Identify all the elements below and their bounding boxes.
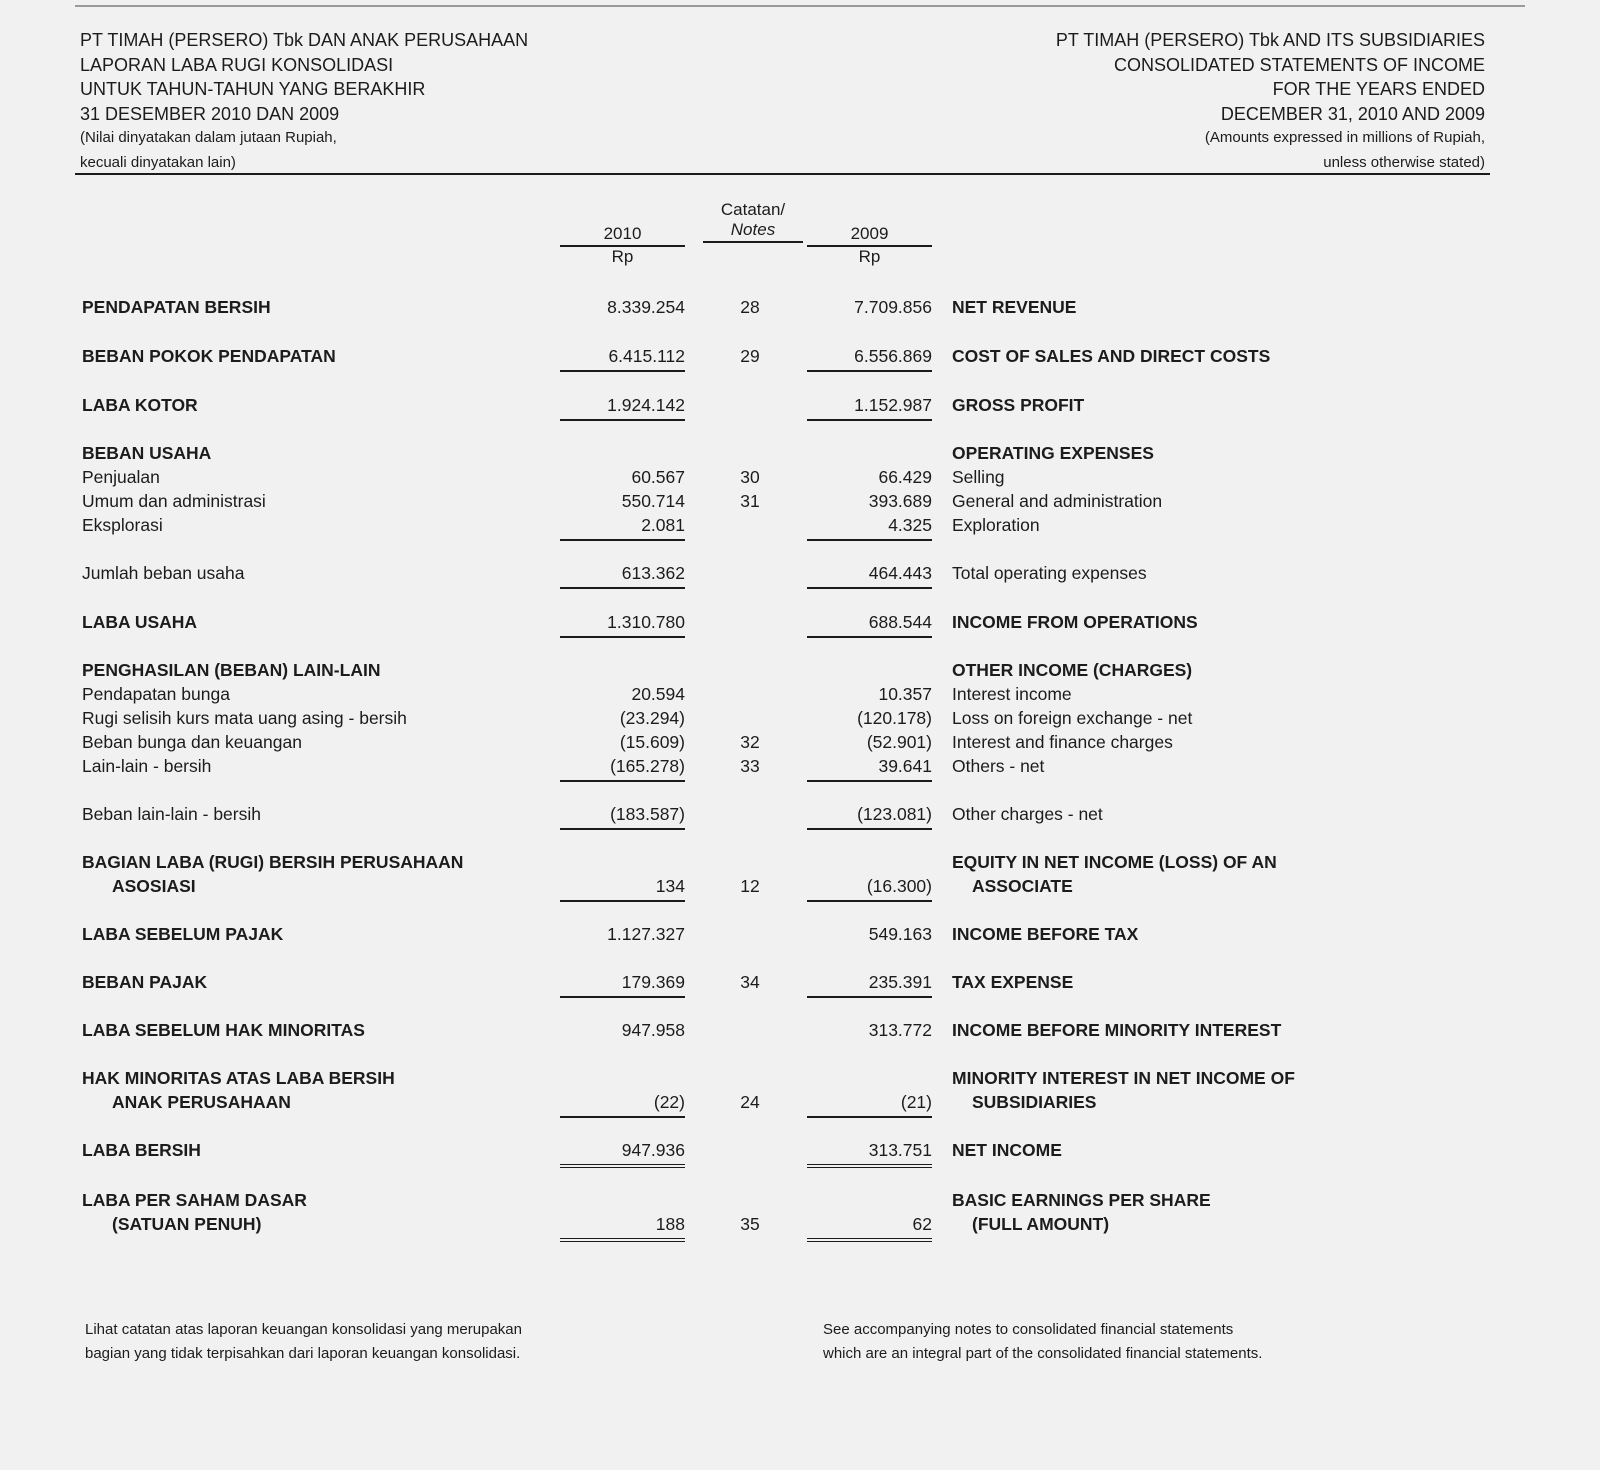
subtotal-rule xyxy=(560,636,685,638)
label-en: Exploration xyxy=(952,515,1040,535)
label-en: NET REVENUE xyxy=(952,297,1077,317)
amount-note-id-1: (Nilai dinyatakan dalam jutaan Rupiah, xyxy=(80,129,337,146)
currency-2009-label: Rp xyxy=(858,247,881,266)
subtotal-rule xyxy=(560,539,685,541)
report-title-id: LAPORAN LABA RUGI KONSOLIDASI xyxy=(80,54,394,75)
top-border-line xyxy=(75,5,1525,7)
subtotal-rule xyxy=(807,780,932,782)
value-2010: 613.362 xyxy=(621,563,685,583)
column-header-2010 xyxy=(560,224,685,267)
value-2009: (52.901) xyxy=(866,732,932,752)
subtotal-rule xyxy=(807,419,932,421)
label-id: Lain-lain - bersih xyxy=(82,756,212,776)
value-2009: 393.689 xyxy=(868,491,932,511)
subtotal-rule xyxy=(560,900,685,902)
label-id: Pendapatan bunga xyxy=(82,684,230,704)
value-2010: (23.294) xyxy=(619,708,685,728)
label-id: LABA USAHA xyxy=(82,612,198,632)
value-2010: 60.567 xyxy=(631,467,685,487)
subtotal-rule xyxy=(807,587,932,589)
label-en: COST OF SALES AND DIRECT COSTS xyxy=(952,346,1271,366)
label-en: General and administration xyxy=(952,491,1163,511)
footer-en-line2: which are an integral part of the consolidated financial statements. xyxy=(823,1345,1263,1362)
value-2010: (165.278) xyxy=(610,756,685,776)
label-en: NET INCOME xyxy=(952,1140,1062,1160)
subtotal-rule xyxy=(560,1116,685,1118)
subtotal-rule xyxy=(560,419,685,421)
footer-en-line1: See accompanying notes to consolidated financial statements xyxy=(823,1321,1234,1338)
subtotal-rule xyxy=(807,1116,932,1118)
label-id: BEBAN USAHA xyxy=(82,443,212,463)
label-id: LABA KOTOR xyxy=(82,395,198,415)
label-id-line2: (SATUAN PENUH) xyxy=(112,1214,262,1234)
value-2010: 179.369 xyxy=(621,972,685,992)
value-2009: 235.391 xyxy=(868,972,932,992)
amount-note-en-1: (Amounts expressed in millions of Rupiah, xyxy=(1204,129,1485,146)
value-2010: 6.415.112 xyxy=(608,346,685,366)
value-2009: 688.544 xyxy=(868,612,932,632)
label-id: BAGIAN LABA (RUGI) BERSIH PERUSAHAAN xyxy=(82,852,464,872)
value-2009: (123.081) xyxy=(857,804,932,824)
footer-id-line2: bagian yang tidak terpisahkan dari laporan keuangan konsolidasi. xyxy=(85,1345,521,1362)
column-header-notes xyxy=(703,200,803,243)
value-2010: 134 xyxy=(655,876,685,896)
report-title-en: CONSOLIDATED STATEMENTS OF INCOME xyxy=(1113,54,1485,75)
subtotal-rule xyxy=(807,900,932,902)
label-id: LABA PER SAHAM DASAR xyxy=(82,1190,307,1210)
note-ref: 34 xyxy=(740,972,760,992)
period-line-id: UNTUK TAHUN-TAHUN YANG BERAKHIR xyxy=(80,79,426,99)
label-en: GROSS PROFIT xyxy=(952,395,1085,415)
company-name-id: PT TIMAH (PERSERO) Tbk DAN ANAK PERUSAHAAN xyxy=(80,30,529,50)
note-ref: 31 xyxy=(740,491,760,511)
subtotal-rule xyxy=(560,587,685,589)
total-double-rule xyxy=(807,1164,932,1168)
value-2010: (15.609) xyxy=(619,732,685,752)
label-en: INCOME FROM OPERATIONS xyxy=(952,612,1198,632)
amount-note-en-2: unless otherwise stated) xyxy=(1323,153,1485,171)
label-en: OPERATING EXPENSES xyxy=(952,443,1154,463)
subtotal-rule xyxy=(807,539,932,541)
label-en: TAX EXPENSE xyxy=(952,972,1074,992)
value-2009: 549.163 xyxy=(868,924,932,944)
label-id: HAK MINORITAS ATAS LABA BERSIH xyxy=(82,1068,395,1088)
value-2010: 188 xyxy=(655,1214,685,1234)
value-2010: 1.310.780 xyxy=(607,612,685,632)
label-id: Beban lain-lain - bersih xyxy=(82,804,261,824)
label-en: MINORITY INTEREST IN NET INCOME OF xyxy=(952,1068,1295,1088)
label-id: Jumlah beban usaha xyxy=(82,563,245,583)
value-2010: 1.127.327 xyxy=(607,924,685,944)
note-ref: 29 xyxy=(740,346,760,366)
column-header-2009 xyxy=(807,224,932,267)
period-line-en: FOR THE YEARS ENDED xyxy=(1272,79,1485,99)
label-id: PENDAPATAN BERSIH xyxy=(82,297,271,317)
value-2010: 550.714 xyxy=(621,491,685,511)
label-id: LABA BERSIH xyxy=(82,1140,201,1160)
date-line-id: 31 DESEMBER 2010 DAN 2009 xyxy=(80,103,340,124)
subtotal-rule xyxy=(807,996,932,998)
subtotal-rule xyxy=(807,828,932,830)
footer-note-id xyxy=(85,1318,522,1366)
label-en: Interest income xyxy=(952,684,1072,704)
total-double-rule xyxy=(807,1238,932,1242)
value-2009: 313.772 xyxy=(868,1020,932,1040)
label-id: LABA SEBELUM HAK MINORITAS xyxy=(82,1020,365,1040)
value-2009: (21) xyxy=(900,1092,932,1112)
value-2009: (120.178) xyxy=(857,708,932,728)
total-double-rule xyxy=(560,1238,685,1242)
label-en-line2: SUBSIDIARIES xyxy=(972,1092,1097,1112)
footer-id-line1: Lihat catatan atas laporan keuangan konsolidasi yang merupakan xyxy=(85,1321,522,1338)
amount-note-id-2: kecuali dinyatakan lain) xyxy=(80,153,236,171)
subtotal-rule xyxy=(807,370,932,372)
value-2010: 8.339.254 xyxy=(607,297,685,317)
total-double-rule xyxy=(560,1164,685,1168)
year-2009-label: 2009 xyxy=(807,224,932,247)
label-en: BASIC EARNINGS PER SHARE xyxy=(952,1190,1211,1210)
note-ref: 35 xyxy=(740,1214,760,1234)
label-id-line2: ASOSIASI xyxy=(112,876,196,896)
subtotal-rule xyxy=(560,996,685,998)
year-2010-label: 2010 xyxy=(560,224,685,247)
note-ref: 33 xyxy=(740,756,760,776)
label-en: EQUITY IN NET INCOME (LOSS) OF AN xyxy=(952,852,1277,872)
label-en: Loss on foreign exchange - net xyxy=(952,708,1193,728)
value-2009: 66.429 xyxy=(878,467,932,487)
value-2010: 947.958 xyxy=(621,1020,685,1040)
currency-2010-label: Rp xyxy=(611,247,634,266)
value-2009: 1.152.987 xyxy=(854,395,932,415)
value-2009: 313.751 xyxy=(868,1140,932,1160)
value-2010: 20.594 xyxy=(631,684,685,704)
subtotal-rule xyxy=(807,636,932,638)
subtotal-rule xyxy=(560,370,685,372)
label-id: LABA SEBELUM PAJAK xyxy=(82,924,284,944)
subtotal-rule xyxy=(560,828,685,830)
label-id: Eksplorasi xyxy=(82,515,163,535)
label-en: Others - net xyxy=(952,756,1045,776)
label-en: Other charges - net xyxy=(952,804,1103,824)
label-id: Penjualan xyxy=(82,467,160,487)
note-ref: 32 xyxy=(740,732,760,752)
label-id: BEBAN PAJAK xyxy=(82,972,208,992)
header-left-indonesian xyxy=(80,28,528,175)
label-id: Umum dan administrasi xyxy=(82,491,266,511)
value-2009: 4.325 xyxy=(888,515,932,535)
value-2009: 6.556.869 xyxy=(854,346,932,366)
value-2009: 62 xyxy=(912,1214,932,1234)
label-id: Beban bunga dan keuangan xyxy=(82,732,302,752)
value-2010: (183.587) xyxy=(610,804,685,824)
note-ref: 12 xyxy=(740,876,760,896)
label-id-line2: ANAK PERUSAHAAN xyxy=(112,1092,291,1112)
value-2010: 947.936 xyxy=(621,1140,685,1160)
header-rule xyxy=(75,173,1490,175)
value-2009: 464.443 xyxy=(868,563,932,583)
label-en: OTHER INCOME (CHARGES) xyxy=(952,660,1193,680)
label-en: INCOME BEFORE TAX xyxy=(952,924,1139,944)
subtotal-rule xyxy=(560,780,685,782)
date-line-en: DECEMBER 31, 2010 AND 2009 xyxy=(1220,103,1485,124)
label-en: Interest and finance charges xyxy=(952,732,1173,752)
label-id: Rugi selisih kurs mata uang asing - bersih xyxy=(82,708,407,728)
value-2009: 39.641 xyxy=(878,756,932,776)
header-right-english xyxy=(880,28,1485,175)
label-en: Selling xyxy=(952,467,1005,487)
label-en: Total operating expenses xyxy=(952,563,1147,583)
label-en-line2: (FULL AMOUNT) xyxy=(972,1214,1110,1234)
label-id: BEBAN POKOK PENDAPATAN xyxy=(82,346,336,366)
notes-label-line1: Catatan/ xyxy=(720,200,786,219)
value-2010: 2.081 xyxy=(641,515,685,535)
footer-note-en xyxy=(823,1318,1262,1366)
value-2010: 1.924.142 xyxy=(607,395,685,415)
value-2009: (16.300) xyxy=(866,876,932,896)
note-ref: 30 xyxy=(740,467,760,487)
note-ref: 24 xyxy=(740,1092,760,1112)
label-en: INCOME BEFORE MINORITY INTEREST xyxy=(952,1020,1282,1040)
value-2009: 10.357 xyxy=(878,684,932,704)
notes-label-line2: Notes xyxy=(703,220,803,243)
company-name-en: PT TIMAH (PERSERO) Tbk AND ITS SUBSIDIARIES xyxy=(1055,30,1485,50)
value-2009: 7.709.856 xyxy=(854,297,932,317)
note-ref: 28 xyxy=(740,297,760,317)
value-2010: (22) xyxy=(653,1092,685,1112)
label-id: PENGHASILAN (BEBAN) LAIN-LAIN xyxy=(82,660,381,680)
label-en-line2: ASSOCIATE xyxy=(972,876,1073,896)
